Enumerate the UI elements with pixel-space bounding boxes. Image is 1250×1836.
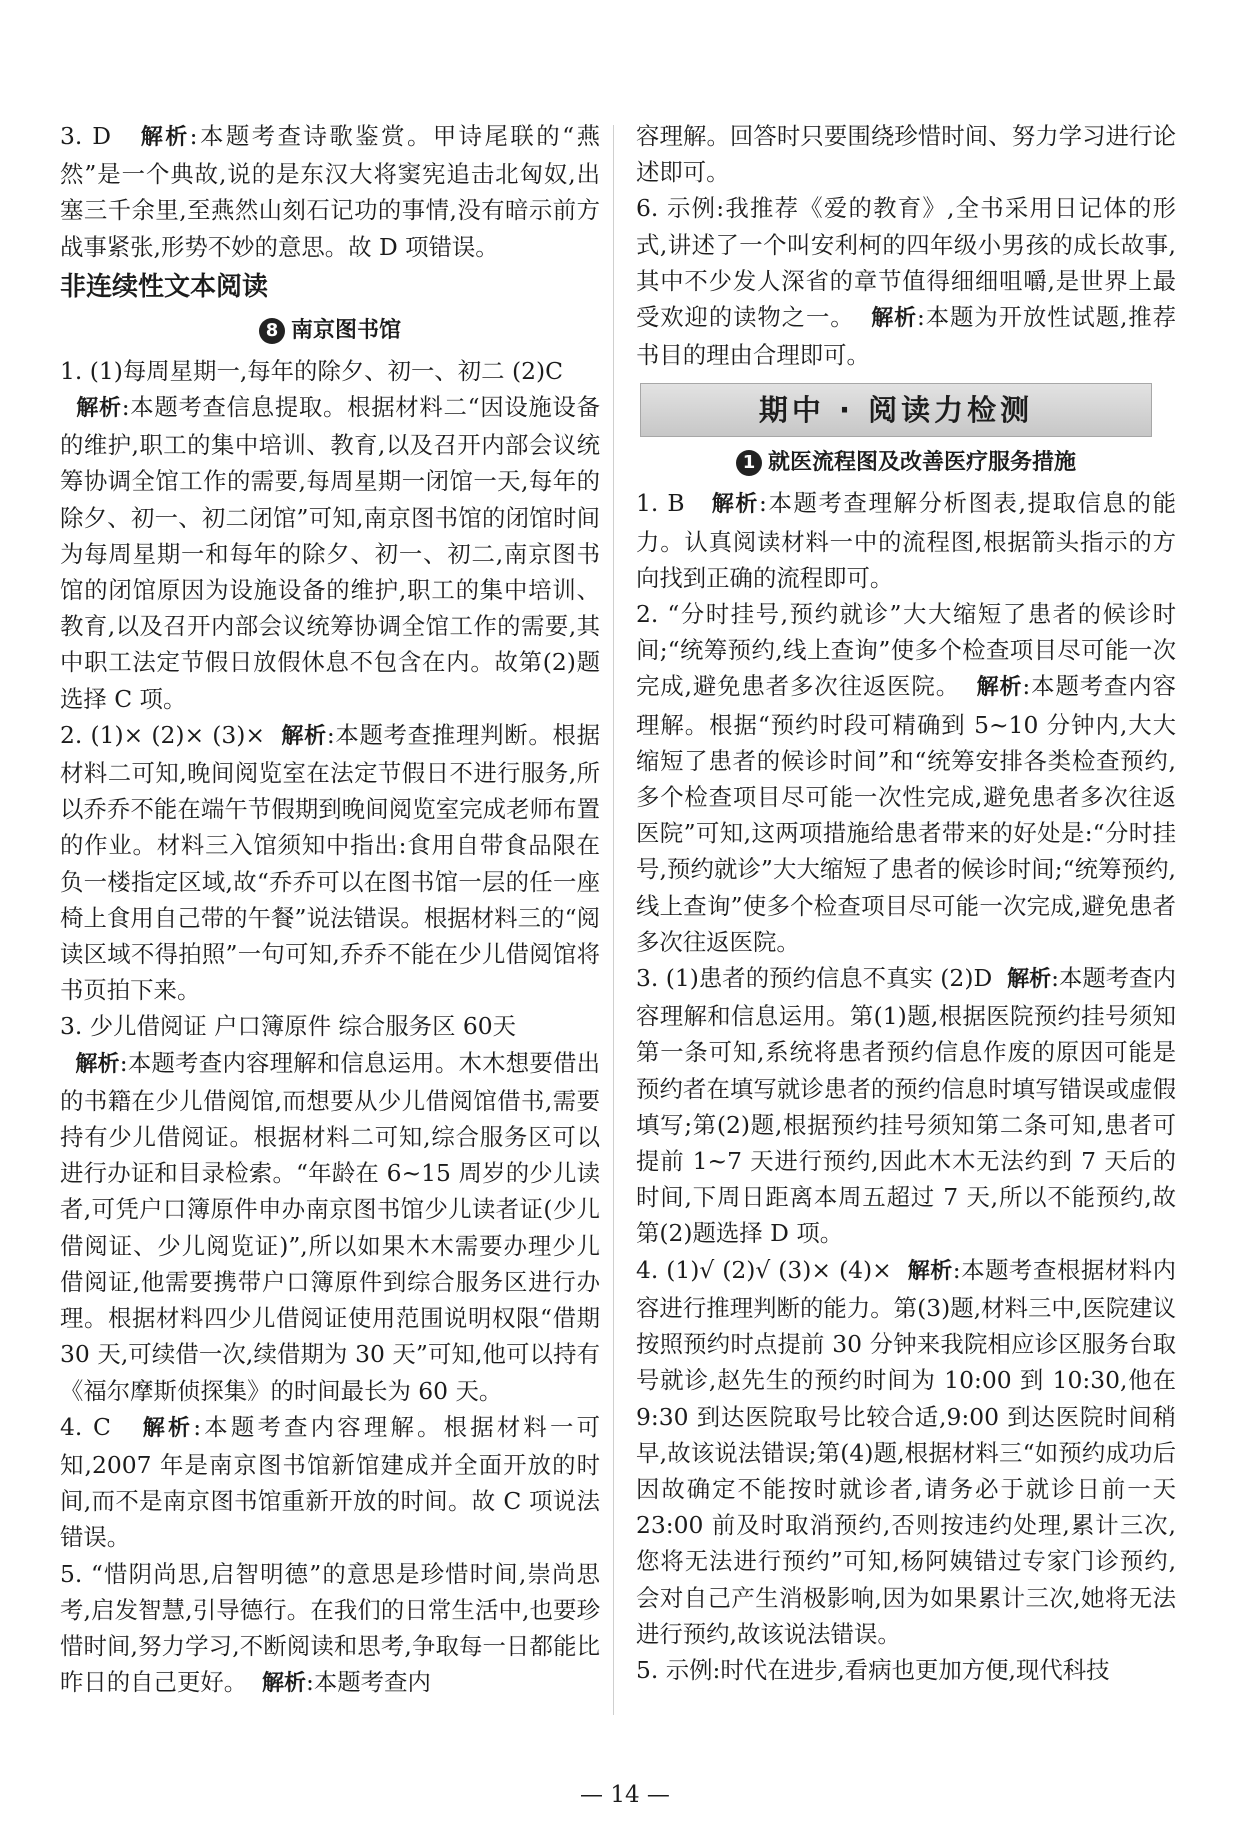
answer-block: 3. (1)患者的预约信息不真实 (2)D 解析:本题考查内容理解和信息运用。第(1)题,根据医院预约挂号须知第一条可知,系统将患者预约信息作废的原因可能是预约者在填写就诊患者的预约信息时填写错误或虚假填写;第(2)题,根据预约挂号须知第二条可知,患者可提前 1~7 天进行预约,因此木木无法约到 7 天后的时间,下周日距离本周五超过 7 天,所以不能预约,故第(2)题选择 D 项。 bbox=[636, 964, 1176, 1248]
left-column bbox=[60, 118, 600, 1702]
page-number: — 14 — bbox=[580, 1782, 670, 1808]
answer-block: 3. 少儿借阅证 户口簿原件 综合服务区 60天 解析:本题考查内容理解和信息运用。木木想要借出的书籍在少儿借阅馆,而想要从少儿借阅馆借书,需要持有少儿借阅证。根据材料二可知,综合服务区可以进行办证和目录检索。“年龄在 6~15 周岁的少儿读者,可凭户口簿原件申办南京图书馆少儿读者证(少儿借阅证、少儿阅览证)”,所以如果木木需要办理少儿借阅证,他需要携带户口簿原件到综合服务区进行办理。根据材料四少儿借阅证使用范围说明权限“借期 30 天,可续借一次,续借期为 30 天”可知,他可以持有《福尔摩斯侦探集》的时间最长为 60 天。 bbox=[60, 1012, 600, 1405]
answer-block: 1. B 解析:本题考查理解分析图表,提取信息的能力。认真阅读材料一中的流程图,根据箭头指示的方向找到正确的流程即可。 bbox=[636, 489, 1176, 592]
answer-block: 2. (1)× (2)× (3)× 解析:本题考查推理判断。根据材料二可知,晚间阅览室在法定节假日不进行服务,所以乔乔不能在端午节假期到晚间阅览室完成老师布置的作业。材料三入馆须知中指出:食用自带食品限在负一楼指定区域,故“乔乔可以在图书馆一层的任一座椅上食用自己带的午餐”说法错误。根据材料三的“阅读区域不得拍照”一句可知,乔乔不能在少儿借阅馆将书页拍下来。 bbox=[60, 720, 600, 1005]
answer-block: 4. C 解析:本题考查内容理解。根据材料一可知,2007 年是南京图书馆新馆建成并全面开放的时间,而不是南京图书馆重新开放的时间。故 C 项说法错误。 bbox=[60, 1412, 600, 1552]
answer-block: 1. (1)每周星期一,每年的除夕、初一、初二 (2)C 解析:本题考查信息提取。根据材料二“因设施设备的维护,职工的集中培训、教育,以及召开内部会议统筹协调全馆工作的需要,每周星期一闭馆一天,每年的除夕、初一、初二闭馆”可知,南京图书馆的闭馆时间为每周星期一和每年的除夕、初一、初二,南京图书馆的闭馆原因为设施设备的维护,职工的集中培训、教育,以及召开内部会议统筹协调全馆工作的需要,其中职工法定节假日放假休息不包含在内。故第(2)题选择 C 项。 bbox=[60, 356, 600, 713]
midterm-banner: 期中 · 阅读力检测 bbox=[640, 383, 1152, 437]
answer-block: 5. 示例:时代在进步,看病也更加方便,现代科技 bbox=[636, 1655, 1110, 1684]
answer-block: 2. “分时挂号,预约就诊”大大缩短了患者的候诊时间;“统筹预约,线上查询”使多个检查项目尽可能一次完成,避免患者多次往返医院。 解析:本题考查内容理解。根据“预约时段可精确到 5~10 分钟内,大大缩短了患者的候诊时间”和“统筹安排各类检查预约,多个检查项目尽可能一次性完成,避免患者多次往返医院”可知,这两项措施给患者带来的好处是:“分时挂号,预约就诊”大大缩短了患者的候诊时间;“统筹预约,线上查询”使多个检查项目尽可能一次完成,避免患者多次往返医院。 bbox=[636, 600, 1176, 956]
article-title: 1 就医流程图及改善医疗服务措施 bbox=[636, 443, 1176, 483]
column-divider bbox=[613, 125, 614, 1715]
answer-block: 5. “惜阴尚思,启智明德”的意思是珍惜时间,崇尚思考,启发智慧,引导德行。在我们的日常生活中,也要珍惜时间,努力学习,不断阅读和思考,争取每一日都能比昨日的自己更好。 解析:本题考查内 bbox=[60, 1559, 600, 1697]
right-column bbox=[636, 118, 1176, 1688]
answer-block: 6. 示例:我推荐《爱的教育》,全书采用日记体的形式,讲述了一个叫安利柯的四年级小男孩的成长故事,其中不少发人深省的章节值得细细咀嚼,是世界上最受欢迎的读物之一。 解析:本题为开放性试题,推荐书目的理由合理即可。 bbox=[636, 194, 1176, 370]
answer-block: 3. D 解析:本题考查诗歌鉴赏。甲诗尾联的“燕然”是一个典故,说的是东汉大将窦宪追击北匈奴,出塞三千余里,至燕然山刻石记功的事情,没有暗示前方战事紧张,形势不妙的意思。故 D 项错误。 bbox=[60, 122, 600, 261]
section-title: 非连续性文本阅读 bbox=[60, 271, 269, 302]
answer-block: 容理解。回答时只要围绕珍惜时间、努力学习进行论述即可。 bbox=[636, 122, 1176, 187]
number-badge: 8 bbox=[259, 318, 285, 344]
answer-block: 4. (1)√ (2)√ (3)× (4)× 解析:本题考查根据材料内容进行推理判断的能力。第(3)题,材料三中,医院建议按照预约时点提前 30 分钟来我院相应诊区服务台取号就诊,赵先生的预约时间为 10:00 到 10:30,他在 9:30 到达医院取号比较合适,9:00 到达医院时间稍早,故该说法错误;第(4)题,根据材料三“如预约成功后因故确定不能按时就诊者,请务必于就诊日前一天 23:00 前及时取消预约,否则按违约处理,累计三次,您将无法进行预约”可知,杨阿姨错过专家门诊预约,会对自己产生消极影响,因为如果累计三次,她将无法进行预约,故该说法错误。 bbox=[636, 1255, 1176, 1648]
article-title: 8 南京图书馆 bbox=[60, 311, 600, 351]
number-badge: 1 bbox=[736, 450, 762, 476]
